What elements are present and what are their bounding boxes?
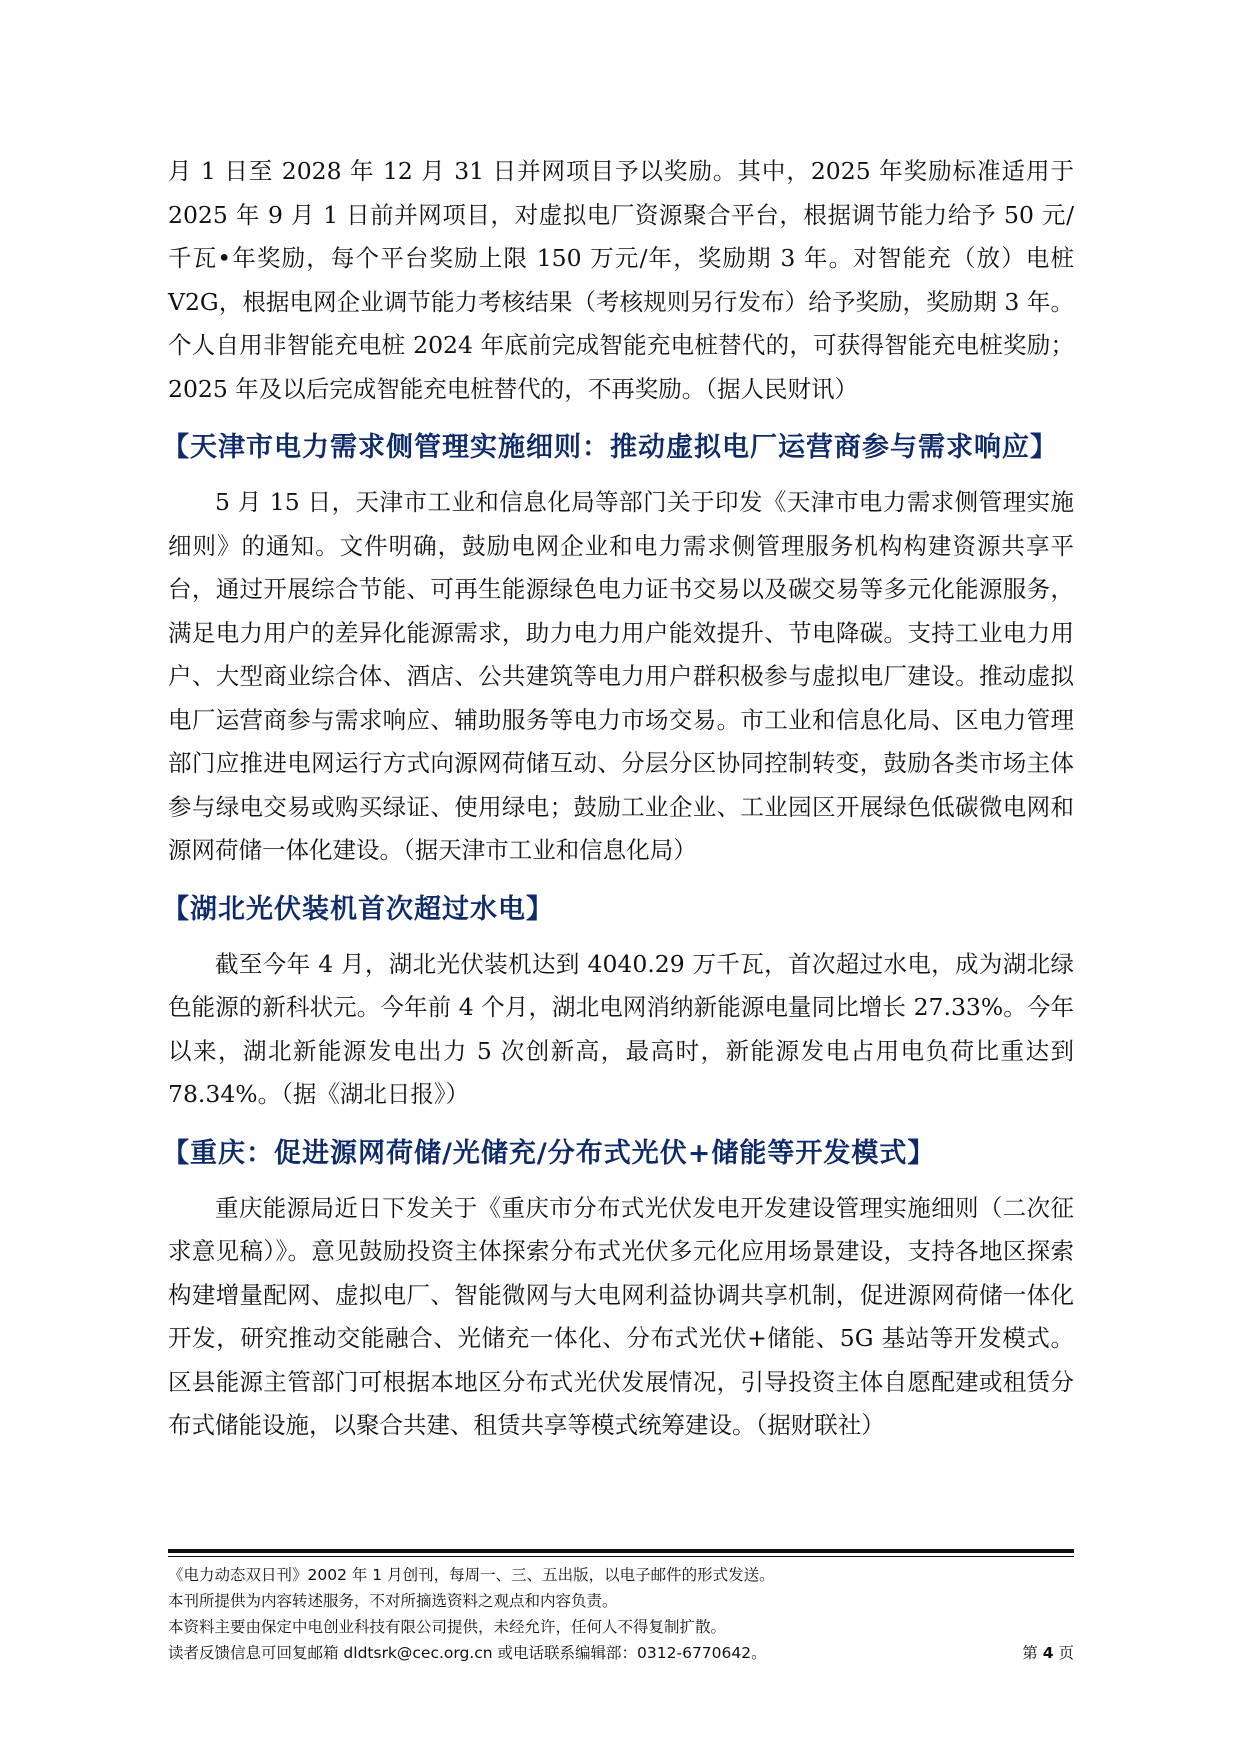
section-body-chongqing: 重庆能源局近日下发关于《重庆市分布式光伏发电开发建设管理实施细则（二次征求意见稿）》。意见鼓励投资主体探索分布式光伏多元化应用场景建设，支持各地区探索构建增量配网、虚拟电厂、智能微网与大电网利益协调共享机制，促进源网荷储一体化开发，研究推动交能融合、光储充一体化、分布式光伏+储能、5G 基站等开发模式。区县能源主管部门可根据本地区分布式光伏发展情况，引导投资主体自愿配建或租赁分布式储能设施，以聚合共建、租赁共享等模式统筹建设。（据财联社） <box>168 1193 1074 1439</box>
page-number-value: 4 <box>1042 1644 1054 1662</box>
section-title-hubei: 【湖北光伏装机首次超过水电】 <box>162 893 554 925</box>
footer-line-publication: 《电力动态双日刊》2002 年 1 月创刊，每周一、三、五出版，以电子邮件的形式发送。 <box>168 1566 775 1584</box>
footer <box>168 1562 1074 1666</box>
footer-divider-thick <box>168 1549 1074 1553</box>
article-body <box>162 150 1074 1448</box>
section-title-chongqing: 【重庆：促进源网荷储/光储充/分布式光伏+储能等开发模式】 <box>162 1137 936 1169</box>
footer-line-copyright: 本资料主要由保定中电创业科技有限公司提供，未经允许，任何人不得复制扩散。 <box>168 1618 727 1636</box>
section-title-tianjin: 【天津市电力需求侧管理实施细则：推动虚拟电厂运营商参与需求响应】 <box>162 432 1058 463</box>
footer-line-contact: 读者反馈信息可回复邮箱 dldtsrk@cec.org.cn 或电话联系编辑部：0312-6770642。 <box>168 1644 767 1662</box>
page-number-prefix: 第 <box>1022 1644 1038 1662</box>
footer-line-disclaimer: 本刊所提供为内容转述服务，不对所摘选资料之观点和内容负责。 <box>168 1592 618 1610</box>
section-body-tianjin: 5 月 15 日，天津市工业和信息化局等部门关于印发《天津市电力需求侧管理实施细则》的通知。文件明确，鼓励电网企业和电力需求侧管理服务机构构建资源共享平台，通过开展综合节能、可再生能源绿色电力证书交易以及碳交易等多元化能源服务，满足电力用户的差异化能源需求，助力电力用户能效提升、节电降碳。支持工业电力用户、大型商业综合体、酒店、公共建筑等电力用户群积极参与虚拟电厂建设。推动虚拟电厂运营商参与需求响应、辅助服务等电力市场交易。市工业和信息化局、区电力管理部门应推进电网运行方式向源网荷储互动、分层分区协同控制转变，鼓励各类市场主体参与绿电交易或购买绿证、使用绿电；鼓励工业企业、工业园区开展绿色低碳微电网和源网荷储一体化建设。（据天津市工业和信息化局） <box>168 488 1074 864</box>
intro-paragraph: 月 1 日至 2028 年 12 月 31 日并网项目予以奖励。其中，2025 年奖励标准适用于 2025 年 9 月 1 日前并网项目，对虚拟电厂资源聚合平台，根据调节能力给予 50 元/千瓦•年奖励，每个平台奖励上限 150 万元/年，奖励期 3 年。对智能充（放）电桩 V2G，根据电网企业调节能力考核结果（考核规则另行发布）给予奖励，奖励期 3 年。个人自用非智能充电桩 2024 年底前完成智能充电桩替代的，可获得智能充电桩奖励；2025 年及以后完成智能充电桩替代的，不再奖励。（据人民财讯） <box>168 157 1074 403</box>
page-number-suffix: 页 <box>1058 1644 1074 1662</box>
footer-divider-thin <box>168 1556 1074 1557</box>
page-number <box>1022 1640 1074 1666</box>
section-body-hubei: 截至今年 4 月，湖北光伏装机达到 4040.29 万千瓦，首次超过水电，成为湖北绿色能源的新科状元。今年前 4 个月，湖北电网消纳新能源电量同比增长 27.33%。今年以来，湖北新能源发电出力 5 次创新高，最高时，新能源发电占用电负荷比重达到 78.34%。（据《湖北日报》） <box>168 949 1074 1108</box>
